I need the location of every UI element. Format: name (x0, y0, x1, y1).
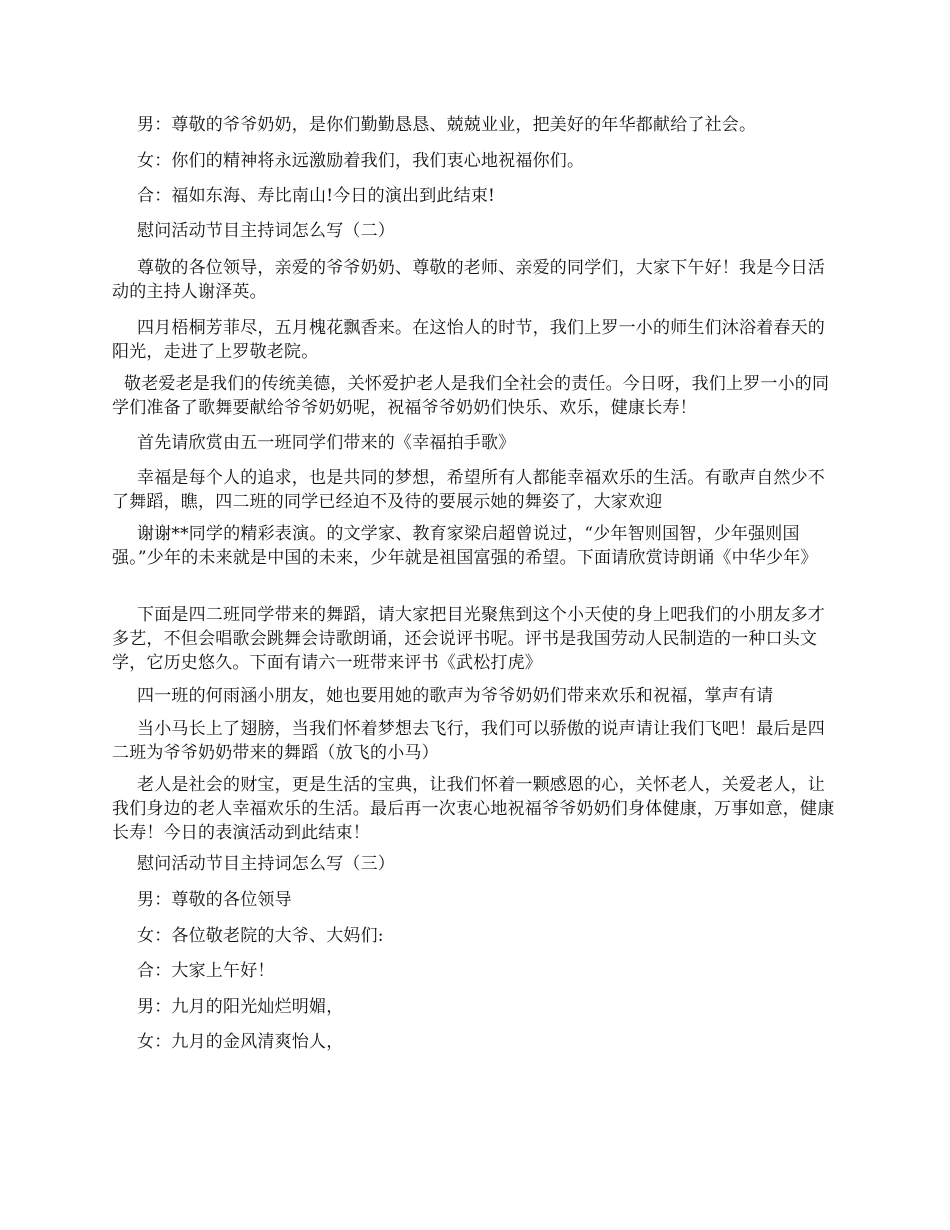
paragraph-respect-elders: 敬老爱老是我们的传统美德，关怀爱护老人是我们全社会的责任。今日呀，我们上罗一小的同学们准备了歌舞要献给爷爷奶奶呢，祝福爷爷奶奶们快乐、欢乐，健康长寿！ (112, 374, 830, 418)
paragraph-dance-storytelling: 下面是四二班同学带来的舞蹈，请大家把目光聚焦到这个小天使的身上吧我们的小朋友多才多艺，不但会唱歌会跳舞会诗歌朗诵，还会说评书呢。评书是我国劳动人民制造的一种口头文学，它历史悠久。下面有请六一班带来评书《武松打虎》 (112, 605, 825, 673)
paragraph-male-sunshine: 男：九月的阳光灿烂明媚， (137, 997, 344, 1017)
paragraph-together-closing: 合：福如东海、寿比南山!今日的演出到此结束! (137, 186, 496, 206)
paragraph-happiness: 幸福是每个人的追求，也是共同的梦想，希望所有人都能幸福欢乐的生活。有歌声自然少不了舞蹈，瞧，四二班的同学已经迫不及待的要展示她的舞姿了，大家欢迎 (112, 468, 825, 512)
section-heading-two: 慰问活动节目主持词怎么写（二） (137, 221, 395, 241)
paragraph-first-program: 首先请欣赏由五一班同学们带来的《幸福拍手歌》 (137, 433, 516, 453)
paragraph-female-elders: 女：各位敬老院的大爷、大妈们: (137, 926, 384, 946)
paragraph-final-blessing: 老人是社会的财宝，更是生活的宝典，让我们怀着一颗感恩的心，关怀老人，关爱老人，让我们身边的老人幸福欢乐的生活。最后再一次衷心地祝福爷爷奶奶们身体健康，万事如意，健康长寿！今日的表演活动到此结束！ (112, 775, 835, 843)
paragraph-female-wishes: 女：你们的精神将永远激励着我们，我们衷心地祝福你们。 (137, 151, 585, 171)
paragraph-male-thanks: 男：尊敬的爷爷奶奶，是你们勤勤恳恳、兢兢业业，把美好的年华都献给了社会。 (137, 115, 757, 135)
paragraph-together-morning: 合：大家上午好！ (137, 961, 275, 981)
section-heading-three: 慰问活动节目主持词怎么写（三） (137, 854, 395, 874)
paragraph-youth: 谢谢**同学的精彩表演。的文学家、教育家梁启超曾说过，“少年智则国智，少年强则国强。”少年的未来就是中国的未来，少年就是祖国富强的希望。下面请欣赏诗朗诵《中华少年》 (112, 524, 818, 568)
paragraph-greeting: 尊敬的各位领导，亲爱的爷爷奶奶、尊敬的老师、亲爱的同学们，大家下午好！我是今日活动的主持人谢泽英。 (112, 258, 825, 302)
paragraph-little-horse: 当小马长上了翅膀，当我们怀着梦想去飞行，我们可以骄傲的说声请让我们飞吧！最后是四二班为爷爷奶奶带来的舞蹈（放飞的小马） (112, 719, 825, 763)
paragraph-female-wind: 女：九月的金风清爽怡人， (137, 1032, 344, 1052)
paragraph-male-leaders: 男：尊敬的各位领导 (137, 890, 292, 910)
paragraph-song: 四一班的何雨涵小朋友，她也要用她的歌声为爷爷奶奶们带来欢乐和祝福，掌声有请 (137, 686, 774, 706)
paragraph-season: 四月梧桐芳菲尽，五月槐花飘香来。在这怡人的时节，我们上罗一小的师生们沐浴着春天的阳光，走进了上罗敬老院。 (112, 318, 825, 362)
